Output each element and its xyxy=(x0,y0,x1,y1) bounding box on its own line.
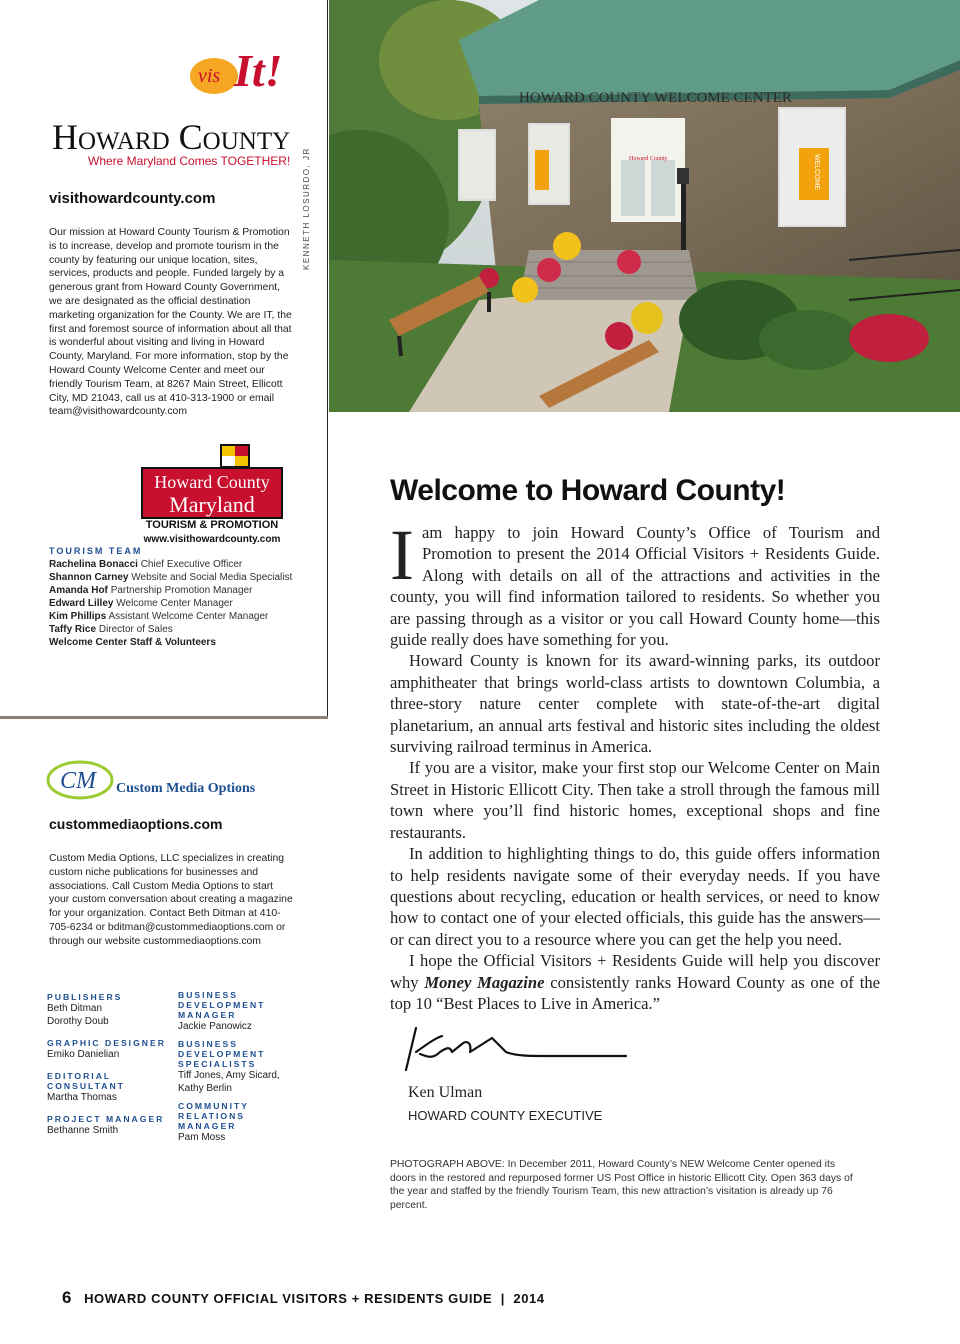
tourism-promotion-logo xyxy=(140,442,284,544)
team-heading: TOURISM TEAM xyxy=(49,546,143,556)
team-member: Amanda Hof Partnership Promotion Manager xyxy=(49,585,253,596)
tourism-logo-line3: TOURISM & PROMOTION xyxy=(145,519,279,531)
custom-media-options-logo xyxy=(46,758,266,804)
hc-logo-name: Howard County xyxy=(52,117,291,157)
visit-website-link[interactable]: visithowardcounty.com xyxy=(49,190,216,207)
visit-logo-text-b: It! xyxy=(234,45,283,96)
page-footer xyxy=(62,1288,545,1308)
credit-role: GRAPHIC DESIGNER xyxy=(47,1038,166,1048)
photo-caption: PHOTOGRAPH ABOVE: In December 2011, Howard County’s NEW Welcome Center opened its doors in the restored and repurposed former US Post Office in historic Ellicott City. Open 363 days of the year and staffed by the friendly Tourism Team, this new attraction’s visitation is already up 76 percent. xyxy=(390,1159,853,1211)
tourism-team xyxy=(49,546,319,649)
article-paragraph-2: Howard County is known for its award-winning parks, its outdoor amphitheater that brings world-class artists to downtown Columbia, a three-story nature center complete with state-of-the-art digital planetarium, an annual arts festival and historic sites including the oldest surviving railroad terminus in America. xyxy=(390,651,880,757)
team-member: Shannon Carney Website and Social Media Specialist xyxy=(49,572,293,583)
photo-credit: KENNETH LOSURDO, JR xyxy=(302,147,311,270)
photo-sign-text: HOWARD COUNTY WELCOME CENTER xyxy=(519,90,792,106)
tourism-logo-line1: Howard County xyxy=(154,472,270,492)
credit-names: Pam Moss xyxy=(178,1132,226,1143)
article-paragraph-4: In addition to highlighting things to do, this guide offers information to help residents navigate some of their everyday needs. If you have questions about recycling, education or health services, or need to know how to contact one of your elected officials, this guide has the answers—or can direct you to a resource where you can get the help you need. xyxy=(390,844,880,949)
visit-it-logo xyxy=(188,30,300,102)
team-member: Edward Lilley Welcome Center Manager xyxy=(49,598,233,609)
credit-role: BUSINESS DEVELOPMENT SPECIALISTS xyxy=(178,1039,266,1069)
page-number: 6 xyxy=(62,1288,73,1307)
credit-role: PUBLISHERS xyxy=(47,992,123,1002)
credit-role: BUSINESS DEVELOPMENT MANAGER xyxy=(178,990,266,1020)
mission-text: Our mission at Howard County Tourism & Promotion is to increase, develop and promote tourism in the county by featuring our unique location, sites, services, products and people. Funded largely by a generous grant from Howard County Government, we are designated as the official destination marketing organization for the County. We are IT, the first and foremost source of information about all that is wonderful about visiting and living in Howard County, Maryland. For more information, stop by the Howard County Welcome Center and meet our friendly Tourism Team, at 8267 Main Street, Ellicott City, MD 21043, call us at 410-313-1900 or email team@visithowardcounty.com xyxy=(49,227,292,418)
signature-image xyxy=(396,1022,636,1078)
credit-names: Emiko Danielian xyxy=(47,1049,120,1060)
howard-county-logo xyxy=(52,118,292,168)
team-member: Welcome Center Staff & Volunteers xyxy=(49,637,216,648)
credit-names: Martha Thomas xyxy=(47,1092,117,1103)
credit-role: COMMUNITY RELATIONS MANAGER xyxy=(178,1101,249,1131)
drop-cap: I xyxy=(390,515,414,595)
credit-role: PROJECT MANAGER xyxy=(47,1114,165,1124)
credit-names: Jackie Panowicz xyxy=(178,1021,252,1032)
article-paragraph-3: If you are a visitor, make your first stop our Welcome Center on Main Street in Historic Ellicott City. Then take a stroll through the famous mill town where you’ll find historic homes, exceptional shops and fine restaurants. xyxy=(390,758,880,842)
section-divider xyxy=(0,716,328,719)
cmo-logo-mark: CM xyxy=(60,768,96,794)
article-body xyxy=(390,515,881,1014)
visit-logo-text-a: vis xyxy=(198,65,221,87)
credit-names: Beth Ditman Dorothy Doub xyxy=(47,1003,109,1027)
welcome-center-photo xyxy=(329,0,960,412)
team-member: Taffy Rice Director of Sales xyxy=(49,624,173,635)
signer-name: Ken Ulman xyxy=(408,1084,483,1101)
article-title: Welcome to Howard County! xyxy=(390,474,786,507)
tourism-logo-line2: Maryland xyxy=(169,492,255,517)
photo-banner-text: WELCOME xyxy=(813,154,820,191)
footer-text: HOWARD COUNTY OFFICIAL VISITORS + RESIDENTS GUIDE | 2014 xyxy=(84,1291,545,1306)
signer-title: HOWARD COUNTY EXECUTIVE xyxy=(408,1108,603,1123)
hc-logo-tagline: Where Maryland Comes TOGETHER! xyxy=(88,154,291,168)
team-member: Kim Phillips Assistant Welcome Center Manager xyxy=(49,611,269,622)
credit-names: Bethanne Smith xyxy=(47,1125,119,1136)
tourism-logo-url: www.visithowardcounty.com xyxy=(143,534,281,544)
credits-left xyxy=(47,992,167,1137)
photo-door-sign: Howard County xyxy=(629,156,668,162)
cmo-website-link[interactable]: custommediaoptions.com xyxy=(49,816,223,832)
credit-names: Tiff Jones, Amy Sicard, Kathy Berlin xyxy=(178,1070,280,1094)
cmo-blurb: Custom Media Options, LLC specializes in creating custom niche publications for businesses and associations. Call Custom Media Options to start your custom conversation about creating a magazine for your organization. Contact Beth Ditman at 410-705-6234 or bditman@custommediaoptions.com or through our website custommediaoptions.com xyxy=(49,853,293,947)
article-paragraph-1: Iam happy to join Howard County’s Office of Tourism and Promotion to present the 2014 Official Visitors + Residents Guide. Along with details on all of the attractions and activities in the county, you will find information tailored to residents. So whether you are passing through as a visitor or you call Howard County home—this guide really does have something for you. xyxy=(390,515,880,650)
credits-right xyxy=(178,990,318,1144)
credit-role: EDITORIAL CONSULTANT xyxy=(47,1071,125,1091)
cmo-logo-text: Custom Media Options xyxy=(116,781,256,796)
team-member: Rachelina Bonacci Chief Executive Officer xyxy=(49,559,243,570)
article-paragraph-5: I hope the Official Visitors + Residents Guide will help you discover why Money Magazine consistently ranks Howard County as one of the top 10 “Best Places to Live in America.” xyxy=(390,951,881,1013)
column-divider xyxy=(327,0,328,718)
